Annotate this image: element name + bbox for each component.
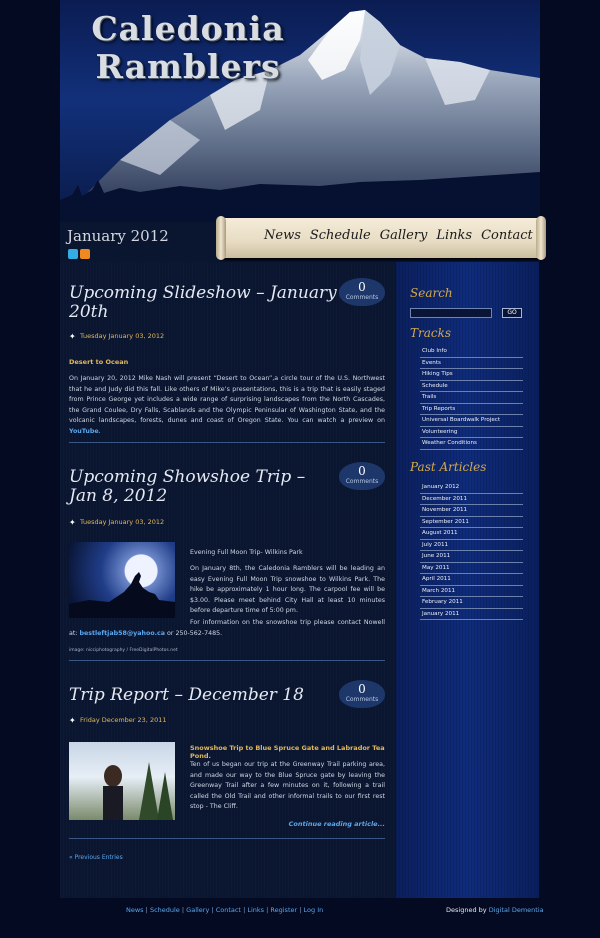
past-articles-heading: Past Articles: [410, 460, 487, 474]
post-date-text: Tuesday January 03, 2012: [80, 518, 165, 526]
comment-label: Comments: [345, 696, 379, 703]
post-date-text: Friday December 23, 2011: [80, 716, 167, 724]
twitter-icon[interactable]: [68, 249, 78, 259]
star-icon: ✦: [69, 715, 76, 725]
archive-item[interactable]: June 2011: [420, 551, 523, 563]
post-date-text: Tuesday January 03, 2012: [80, 332, 165, 340]
contact-text: For information on the snowshoe trip please contact Nowell at:: [69, 619, 385, 637]
image-credit: image: nicciphotography / FreeDigitalPhotos.net: [69, 648, 178, 653]
post-body: [69, 374, 385, 437]
archive-item[interactable]: July 2011: [420, 540, 523, 552]
post-separator: [69, 442, 385, 443]
archive-item[interactable]: November 2011: [420, 505, 523, 517]
post-snowshoe: [69, 464, 385, 658]
footer-link-contact[interactable]: Contact: [215, 906, 241, 914]
post-body-text: On January 20, 2012 Mike Nash will present “Desert to Ocean”,a circle tour of the U.S. Northwest that he and Judy did this fall. Like others of Mike’s presentations, this is a trip that is easily staged from Prince George yet includes a wide range of surprising landscapes from the North Cascades, the Grand Coulee, Dry Falls, Scablands and the Olympic Peninsular of Washington State, and the volcanic landscapes, forests, dunes and coast of Oregon State. You can watch a preview on: [69, 375, 385, 424]
rss-icon[interactable]: [80, 249, 90, 259]
archive-item[interactable]: December 2011: [420, 494, 523, 506]
post-subtitle: Snowshoe Trip to Blue Spruce Gate and Labrador Tea Pond.: [190, 744, 385, 760]
comment-count: 0: [358, 682, 366, 696]
footer-separator: |: [211, 906, 214, 914]
designer-credit: [446, 906, 544, 914]
star-icon: ✦: [69, 331, 76, 341]
track-item[interactable]: Schedule: [420, 381, 523, 393]
event-heading: Evening Full Moon Trip- Wilkins Park: [190, 549, 303, 556]
archive-item[interactable]: May 2011: [420, 563, 523, 575]
nav-scroll: [220, 218, 542, 258]
footer-separator: |: [145, 906, 148, 914]
post-body-end: .: [98, 427, 101, 435]
archive-item[interactable]: March 2011: [420, 586, 523, 598]
header-banner: [60, 0, 540, 222]
post-separator: [69, 660, 385, 661]
track-item[interactable]: Trails: [420, 392, 523, 404]
footer-link-links[interactable]: Links: [247, 906, 265, 914]
track-item[interactable]: Universal Boardwalk Project: [420, 415, 523, 427]
footer: [0, 898, 600, 938]
search-go-button[interactable]: GO: [502, 308, 522, 318]
footer-separator: |: [299, 906, 302, 914]
post-title[interactable]: Upcoming Showshoe Trip – Jan 8, 2012: [69, 467, 306, 506]
post-slideshow: [69, 280, 385, 454]
archive-item[interactable]: February 2011: [420, 597, 523, 609]
previous-entries-link[interactable]: « Previous Entries: [69, 854, 123, 861]
contact-email-link[interactable]: bestleftjab58@yahoo.ca: [79, 629, 166, 637]
track-item[interactable]: Weather Conditions: [420, 438, 523, 450]
archive-item[interactable]: January 2012: [420, 482, 523, 494]
continue-reading-link[interactable]: Continue reading article...: [288, 820, 385, 828]
post-body: On January 8th, the Caledonia Ramblers will be leading an easy Evening Full Moon Trip snowshoe to Wilkins Park. The hike be approximately 1 hour long. The carpool fee will be $3.00. Please meet behind City Hall at least 10 minutes before departure time of 5:00 pm.: [190, 565, 385, 614]
post-trip-report: [69, 682, 385, 856]
post-title[interactable]: Upcoming Slideshow – January 20th: [69, 283, 337, 322]
post-subtitle: Desert to Ocean: [69, 358, 129, 366]
post-date: [69, 518, 164, 526]
site-title-line2: Ramblers: [95, 47, 281, 86]
nav-news[interactable]: News: [264, 228, 301, 243]
tracks-heading: Tracks: [410, 326, 452, 340]
main-nav: [264, 228, 533, 243]
comments-bubble[interactable]: [339, 680, 385, 710]
comment-label: Comments: [345, 478, 379, 485]
comments-bubble[interactable]: [339, 462, 385, 492]
contact-phone: or 250-562-7485.: [167, 629, 223, 637]
search-heading: Search: [410, 286, 453, 300]
track-item[interactable]: Volunteering: [420, 427, 523, 439]
site-title[interactable]: [88, 10, 288, 86]
main-content: [60, 262, 396, 898]
post-body: Ten of us began our trip at the Greenway Trail parking area, and made our way to the Blue Spruce gate by leaving the Greenway Trail after a few minutes on it, following a trail called the Old Trail and other informal trails to our first rest stop - The Cliff.: [190, 761, 385, 810]
site-title-line1: Caledonia: [91, 9, 285, 48]
footer-link-schedule[interactable]: Schedule: [149, 906, 180, 914]
footer-link-register[interactable]: Register: [270, 906, 298, 914]
search-input[interactable]: [410, 308, 492, 318]
footer-link-news[interactable]: News: [126, 906, 144, 914]
comment-count: 0: [358, 280, 366, 294]
tracks-list: [420, 346, 523, 450]
archive-item[interactable]: September 2011: [420, 517, 523, 529]
comments-bubble[interactable]: [339, 278, 385, 308]
nav-contact[interactable]: Contact: [481, 228, 533, 243]
footer-separator: |: [266, 906, 269, 914]
archive-item[interactable]: April 2011: [420, 574, 523, 586]
post-contact: [69, 618, 385, 639]
designed-by-text: Designed by: [446, 906, 487, 914]
footer-separator: |: [243, 906, 246, 914]
youtube-link[interactable]: YouTube: [69, 427, 99, 435]
month-title: January 2012: [67, 227, 169, 245]
designer-link[interactable]: Digital Dementia: [488, 906, 544, 914]
post-separator: [69, 838, 385, 839]
past-articles-list: [420, 482, 523, 620]
footer-link-gallery[interactable]: Gallery: [186, 906, 210, 914]
footer-links: [126, 906, 323, 914]
nav-schedule[interactable]: Schedule: [309, 228, 371, 243]
post-date: [69, 332, 164, 340]
footer-link-login[interactable]: Log In: [303, 906, 324, 914]
nav-gallery[interactable]: Gallery: [379, 228, 428, 243]
track-item[interactable]: Events: [420, 358, 523, 370]
sidebar: [396, 262, 539, 898]
snowshoe-trip-image: [69, 742, 175, 820]
comment-label: Comments: [345, 294, 379, 301]
star-icon: ✦: [69, 517, 76, 527]
track-item[interactable]: Club Info: [420, 346, 523, 358]
footer-separator: |: [181, 906, 185, 914]
post-date: [69, 716, 166, 724]
wolf-moon-image: [69, 542, 175, 618]
nav-links[interactable]: Links: [436, 228, 473, 243]
header-subbar: [60, 222, 540, 262]
comment-count: 0: [358, 464, 366, 478]
archive-item[interactable]: January 2011: [420, 609, 523, 621]
post-title[interactable]: Trip Report – December 18: [69, 685, 304, 705]
track-item[interactable]: Hiking Tips: [420, 369, 523, 381]
track-item[interactable]: Trip Reports: [420, 404, 523, 416]
archive-item[interactable]: August 2011: [420, 528, 523, 540]
